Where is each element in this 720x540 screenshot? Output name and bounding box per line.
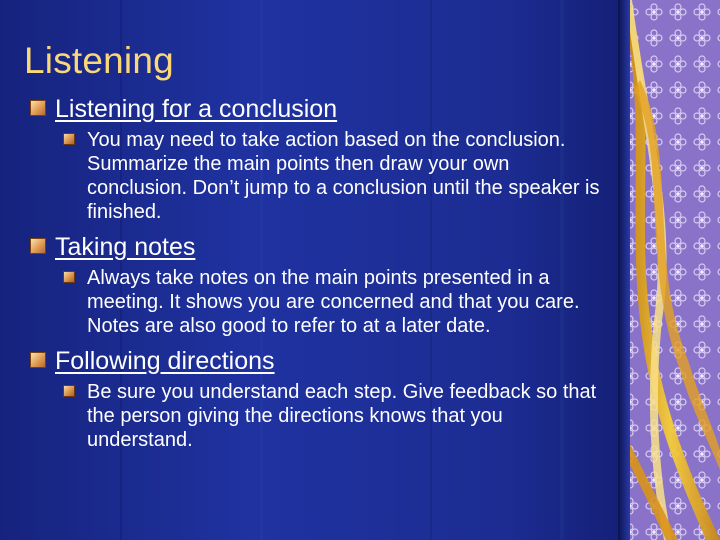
bullet-list	[30, 94, 610, 460]
sub-bullet	[64, 128, 610, 224]
bullet-item	[30, 232, 610, 338]
decorative-floral-strip	[618, 0, 720, 540]
small-square-bullet-icon	[63, 271, 75, 283]
small-square-bullet-icon	[63, 133, 75, 145]
sub-bullet	[64, 266, 610, 338]
bullet-item	[30, 346, 610, 452]
slide-title: Listening	[24, 40, 174, 81]
square-bullet-icon	[30, 100, 46, 116]
bullet-heading: Following directions	[55, 347, 275, 375]
bullet-heading: Taking notes	[55, 233, 196, 261]
bullet-text: Always take notes on the main points presented in a meeting. It shows you are concerned and that you care. Notes are also good to refer to at a later date.	[87, 267, 580, 337]
bullet-heading: Listening for a conclusion	[55, 95, 338, 123]
bullet-item	[30, 94, 610, 224]
bullet-text: Be sure you understand each step. Give feedback so that the person giving the directions knows that you understand.	[87, 381, 597, 451]
bullet-text: You may need to take action based on the conclusion. Summarize the main points then draw your own conclusion. Don’t jump to a conclusion until the speaker is finished.	[87, 129, 600, 223]
square-bullet-icon	[30, 352, 46, 368]
sub-bullet	[64, 380, 610, 452]
square-bullet-icon	[30, 238, 46, 254]
strip-shadow	[618, 0, 630, 540]
small-square-bullet-icon	[63, 385, 75, 397]
